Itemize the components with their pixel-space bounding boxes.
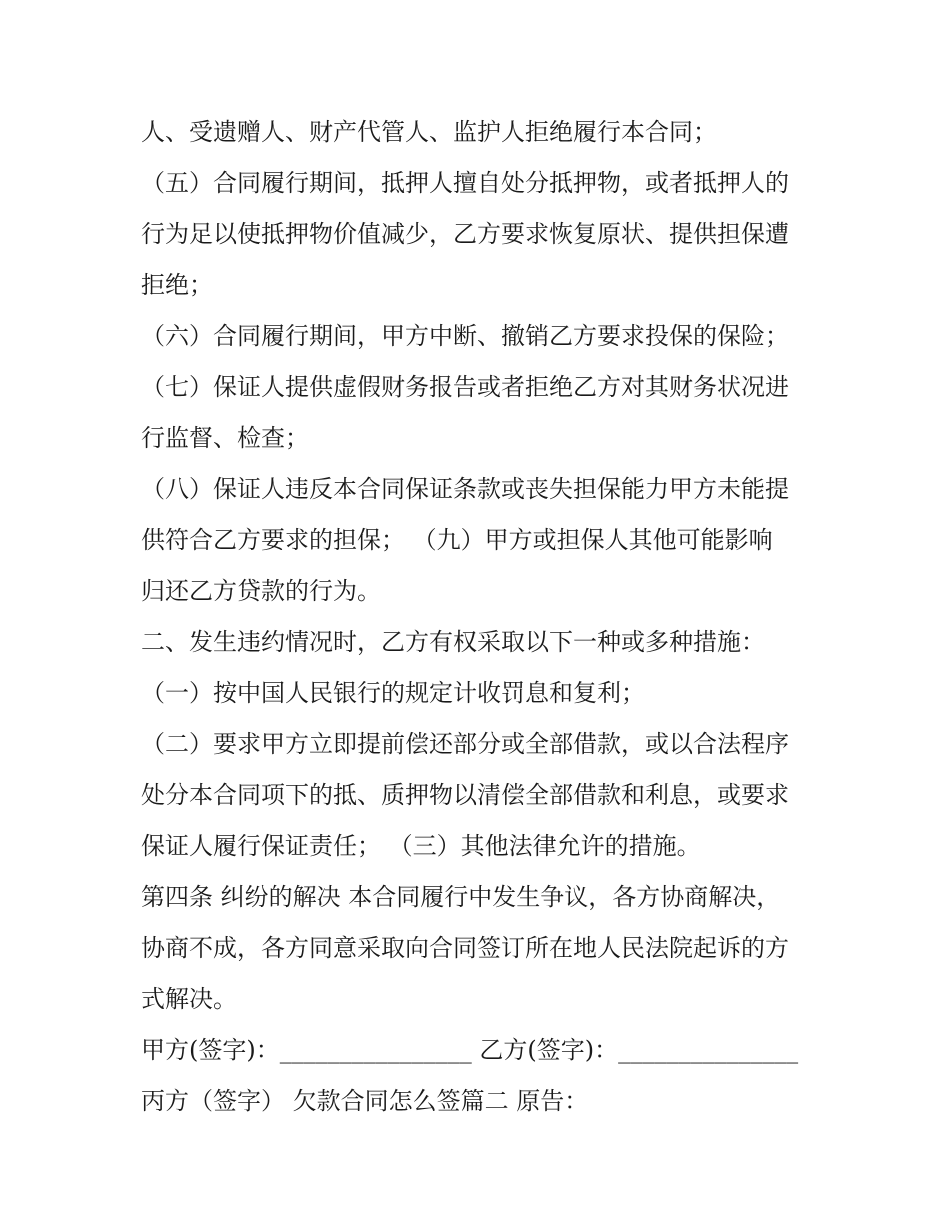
document-body <box>141 107 821 1127</box>
text-line: 归还乙方贷款的行为。 <box>141 577 381 605</box>
text-line: （八）保证人违反本合同保证条款或丧失担保能力甲方未能提 <box>141 475 789 503</box>
text-line: （二）要求甲方立即提前偿还部分或全部借款，或以合法程序 <box>141 730 789 758</box>
text-line: 式解决。 <box>141 985 237 1013</box>
text-line: （五）合同履行期间，抵押人擅自处分抵押物，或者抵押人的 <box>141 169 789 197</box>
text-line: 人、受遗赠人、财产代管人、监护人拒绝履行本合同； <box>141 118 717 146</box>
text-line: 行为足以使抵押物价值减少，乙方要求恢复原状、提供担保遭 <box>141 220 789 248</box>
text-line: 拒绝； <box>141 271 213 299</box>
text-line: 行监督、检查； <box>141 424 309 452</box>
text-line: 第四条 纠纷的解决 本合同履行中发生争议，各方协商解决， <box>141 883 781 911</box>
text-line: （一）按中国人民银行的规定计收罚息和复利； <box>141 679 645 707</box>
text-line: 处分本合同项下的抵、质押物以清偿全部借款和利息，或要求 <box>141 781 789 809</box>
text-line: 供符合乙方要求的担保； （九）甲方或担保人其他可能影响 <box>141 526 773 554</box>
text-line: 协商不成，各方同意采取向合同签订所在地人民法院起诉的方 <box>141 934 789 962</box>
text-line: 二、发生违约情况时，乙方有权采取以下一种或多种措施： <box>141 628 765 656</box>
signature-line: 甲方(签字)：________________ 乙方(签字)：_______________ <box>141 1036 799 1064</box>
text-line: （六）合同履行期间，甲方中断、撤销乙方要求投保的保险； <box>141 322 789 350</box>
text-line: 丙方（签字） 欠款合同怎么签篇二 原告： <box>141 1087 589 1115</box>
text-line: 保证人履行保证责任； （三）其他法律允许的措施。 <box>141 832 701 860</box>
text-line: （七）保证人提供虚假财务报告或者拒绝乙方对其财务状况进 <box>141 373 789 401</box>
